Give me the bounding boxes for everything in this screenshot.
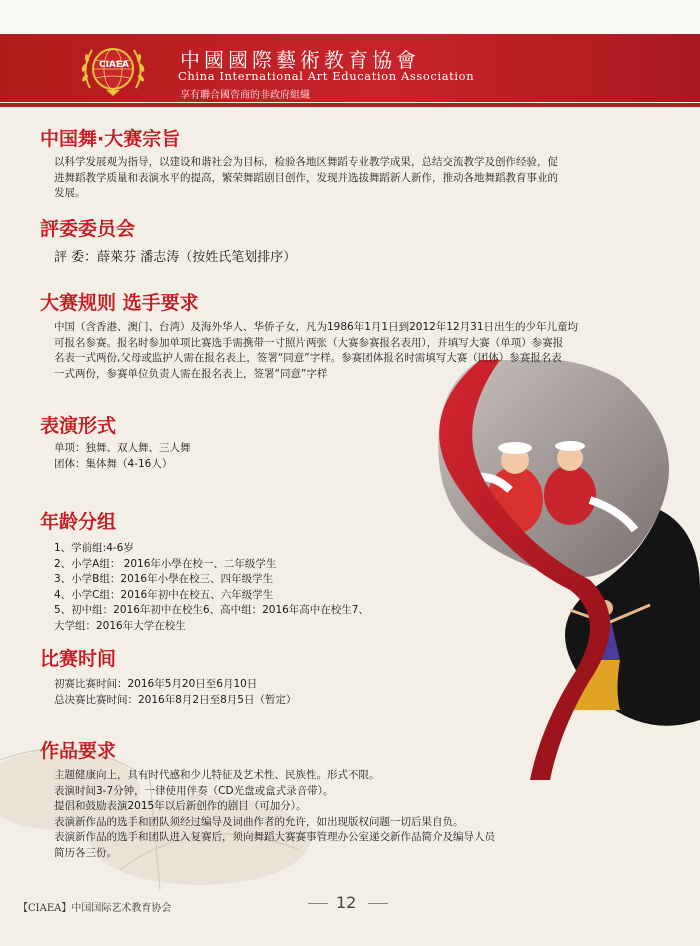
rules-line: 名表一式两份,父母或监护人需在报名表上，签署“同意”字样。参赛团体报名时需填写大赛（团体）参赛报名表 (54, 352, 562, 364)
section-title-purpose: 中国舞·大赛宗旨 (40, 128, 181, 150)
section-title-forms: 表演形式 (40, 415, 117, 437)
purpose-line: 以科学发展观为指导，以建设和谐社会为目标，检验各地区舞蹈专业教学成果，总结交流教学及创作经验，促 (54, 156, 558, 168)
age-group-line: 4、小学C组：2016年初中在校五、六年级学生 (54, 588, 274, 601)
logo-label: CIAEA (98, 60, 130, 70)
rules-line: 中国（含香港、澳门、台湾）及海外华人、华侨子女，凡为1986年1月1日到2012年12月31日出生的少年儿童均 (54, 321, 579, 333)
purpose-paragraph (54, 155, 558, 202)
org-name-cn: 中國國際藝術教育協會 (180, 48, 420, 72)
works-list (54, 768, 495, 861)
purpose-line: 进舞蹈教学质量和表演水平的提高，繁荣舞蹈剧目创作，发现并选拔舞蹈新人新作，推动各地舞蹈教育事业的 (54, 171, 558, 184)
header-underline (0, 103, 700, 107)
works-line: 简历各三份。 (54, 846, 117, 859)
forms-list (54, 441, 191, 472)
forms-line: 团体：集体舞（4-16人） (54, 457, 173, 470)
age-group-line: 5、初中组：2016年初中在校生6、高中组：2016年高中在校生7、 (54, 604, 369, 616)
section-title-rules: 大赛规则 选手要求 (40, 292, 199, 314)
works-line: 表演新作品的选手和团队须经过编导及词曲作者的允许，如出现版权问题一切后果自负。 (54, 815, 464, 828)
section-title-ages: 年龄分组 (40, 511, 117, 533)
age-group-line: 2、小学A组： 2016年小學在校一、二年级学生 (54, 557, 277, 570)
time-line: 初赛比赛时间：2016年5月20日至6月10日 (54, 678, 258, 690)
time-line: 总决赛比赛时间：2016年8月2日至8月5日（暂定） (54, 693, 297, 706)
rules-line: 可报名参赛。报名时参加单项比赛选手需携带一寸照片两张（大赛参赛报名表用），并填写大赛（单项）参赛报 (54, 336, 564, 349)
section-title-judges: 評委委员会 (40, 218, 136, 240)
purpose-line: 发展。 (54, 187, 86, 199)
page-number-divider (368, 903, 388, 904)
page-number: 12 (336, 893, 357, 912)
age-group-line: 大学组：2016年大学在校生 (54, 619, 186, 632)
works-line: 提倡和鼓励表演2015年以后新创作的剧目（可加分）。 (54, 800, 307, 812)
rules-paragraph (54, 320, 674, 382)
works-line: 表演时间3-7分钟，一律使用伴奏（CD光盘或盒式录音带）。 (54, 784, 334, 797)
ages-list (54, 541, 369, 634)
section-title-works: 作品要求 (40, 740, 117, 762)
time-list (54, 677, 296, 708)
header-top-strip (0, 0, 700, 34)
age-group-line: 3、小学B组：2016年小學在校三、四年级学生 (54, 573, 274, 585)
footer-brand: 【CIAEA】中国国际艺术教育协会 (18, 903, 172, 914)
dance-ribbon-art (420, 360, 700, 780)
works-line: 表演新作品的选手和团队进入复赛后，须向舞蹈大赛赛事管理办公室递交新作品简介及编导人员 (54, 831, 495, 843)
org-subtitle: 享有聯合國咨商的非政府組織 (180, 90, 310, 101)
section-title-time: 比赛时间 (40, 648, 117, 670)
page-number-divider (308, 903, 328, 904)
org-name-en: China International Art Education Association (178, 69, 475, 83)
forms-line: 单项：独舞、双人舞、三人舞 (54, 442, 191, 454)
works-line: 主题健康向上，具有时代感和少儿特征及艺术性、民族性。形式不限。 (54, 769, 380, 781)
rules-line: 一式两份，参赛单位负责人需在报名表上，签署“同意”字样 (54, 367, 328, 380)
age-group-line: 1、学前组:4-6岁 (54, 542, 134, 554)
judges-list: 評 委：薛萊芬 潘志涛（按姓氏笔划排序） (54, 250, 297, 265)
